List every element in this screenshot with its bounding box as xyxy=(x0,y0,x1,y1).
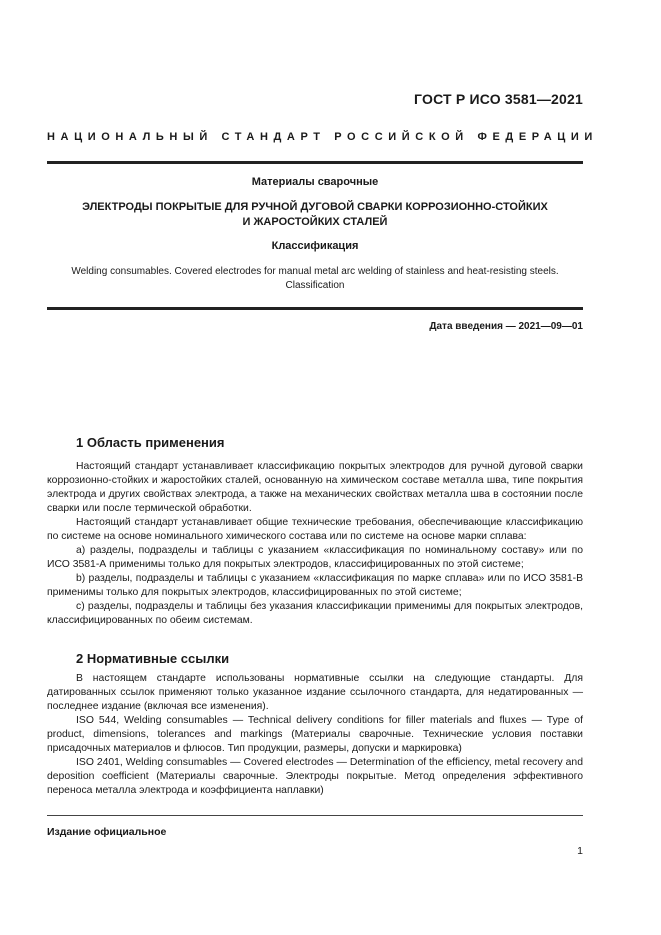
english-title-line-2: Classification xyxy=(285,280,345,291)
section-1-list-item-c: с) разделы, подразделы и таблицы без указания классификации применимы для покрытых электродов, классифицированных по обеим системам. xyxy=(47,601,583,626)
national-standard-heading: НАЦИОНАЛЬНЫЙ СТАНДАРТ РОССИЙСКОЙ ФЕДЕРАЦИИ xyxy=(47,131,598,143)
document-title-line-1: ЭЛЕКТРОДЫ ПОКРЫТЫЕ ДЛЯ РУЧНОЙ ДУГОВОЙ СВАРКИ КОРРОЗИОННО-СТОЙКИХ xyxy=(82,201,548,213)
official-edition-label: Издание официальное xyxy=(47,826,167,838)
english-title-line-1: Welding consumables. Covered electrodes for manual metal arc welding of stainless and heat-resisting steels. xyxy=(71,266,559,277)
classification-subtitle: Классификация xyxy=(271,240,359,252)
section-1-title: 1 Область применения xyxy=(76,435,225,450)
section-1-paragraph: Настоящий стандарт устанавливает классификацию покрытых электродов для ручной дуговой сварки коррозионно-стойких и жаростойких сталей, основанную на химическом составе металла шва, типе покрытия электрода и других свойствах электрода, а также на механических свойствах металла шва в состоянии после сварки или после термической обработки. xyxy=(47,461,583,514)
footer-divider xyxy=(47,815,583,816)
section-1-body xyxy=(47,460,583,628)
gost-number: ГОСТ Р ИСО 3581—2021 xyxy=(414,91,583,107)
section-2-title: 2 Нормативные ссылки xyxy=(76,651,230,666)
page-number: 1 xyxy=(577,845,583,857)
introduction-date: Дата введения — 2021—09—01 xyxy=(429,321,583,332)
top-divider xyxy=(47,161,583,164)
reference-iso-544: ISO 544, Welding consumables — Technical delivery conditions for filler materials and fluxes — Type of product, dimensions, tolerances and markings (Материалы сварочные. Технические условия поставки присадочных материалов и флюсов. Тип продукции, размеры, допуски и маркировка) xyxy=(47,715,583,754)
document-title-line-2: И ЖАРОСТОЙКИХ СТАЛЕЙ xyxy=(242,216,388,228)
reference-iso-2401: ISO 2401, Welding consumables — Covered electrodes — Determination of the efficiency, metal recovery and deposition coefficient (Материалы сварочные. Электроды покрытые. Метод определения эффективного переноса металла электрода и коэффициента наплавки) xyxy=(47,757,583,796)
english-title xyxy=(47,265,583,293)
section-1-list-item-b: b) разделы, подразделы и таблицы с указанием «классификация по марке сплава» или по ИСО 3581-В применимы только для покрытых электродов, классифицированных по этой системе; xyxy=(47,573,583,598)
materials-subtitle: Материалы сварочные xyxy=(251,176,379,188)
section-1-list-item-a: а) разделы, подразделы и таблицы с указанием «классификация по номинальному составу» или по ИСО 3581-А применимы только для покрытых электродов, классифицированных по этой системе; xyxy=(47,545,583,570)
section-2-paragraph: В настоящем стандарте использованы нормативные ссылки на следующие стандарты. Для датированных ссылок применяют только указанное издание ссылочного стандарта, для недатированных — последнее издание (включая все изменения). xyxy=(47,673,583,712)
title-divider xyxy=(47,307,583,310)
section-2-body xyxy=(47,672,583,798)
document-title xyxy=(47,200,583,230)
section-1-paragraph: Настоящий стандарт устанавливает общие технические требования, обеспечивающие классификацию по системе на основе номинального химического состава или по системе на основе марки сплава: xyxy=(47,517,583,542)
